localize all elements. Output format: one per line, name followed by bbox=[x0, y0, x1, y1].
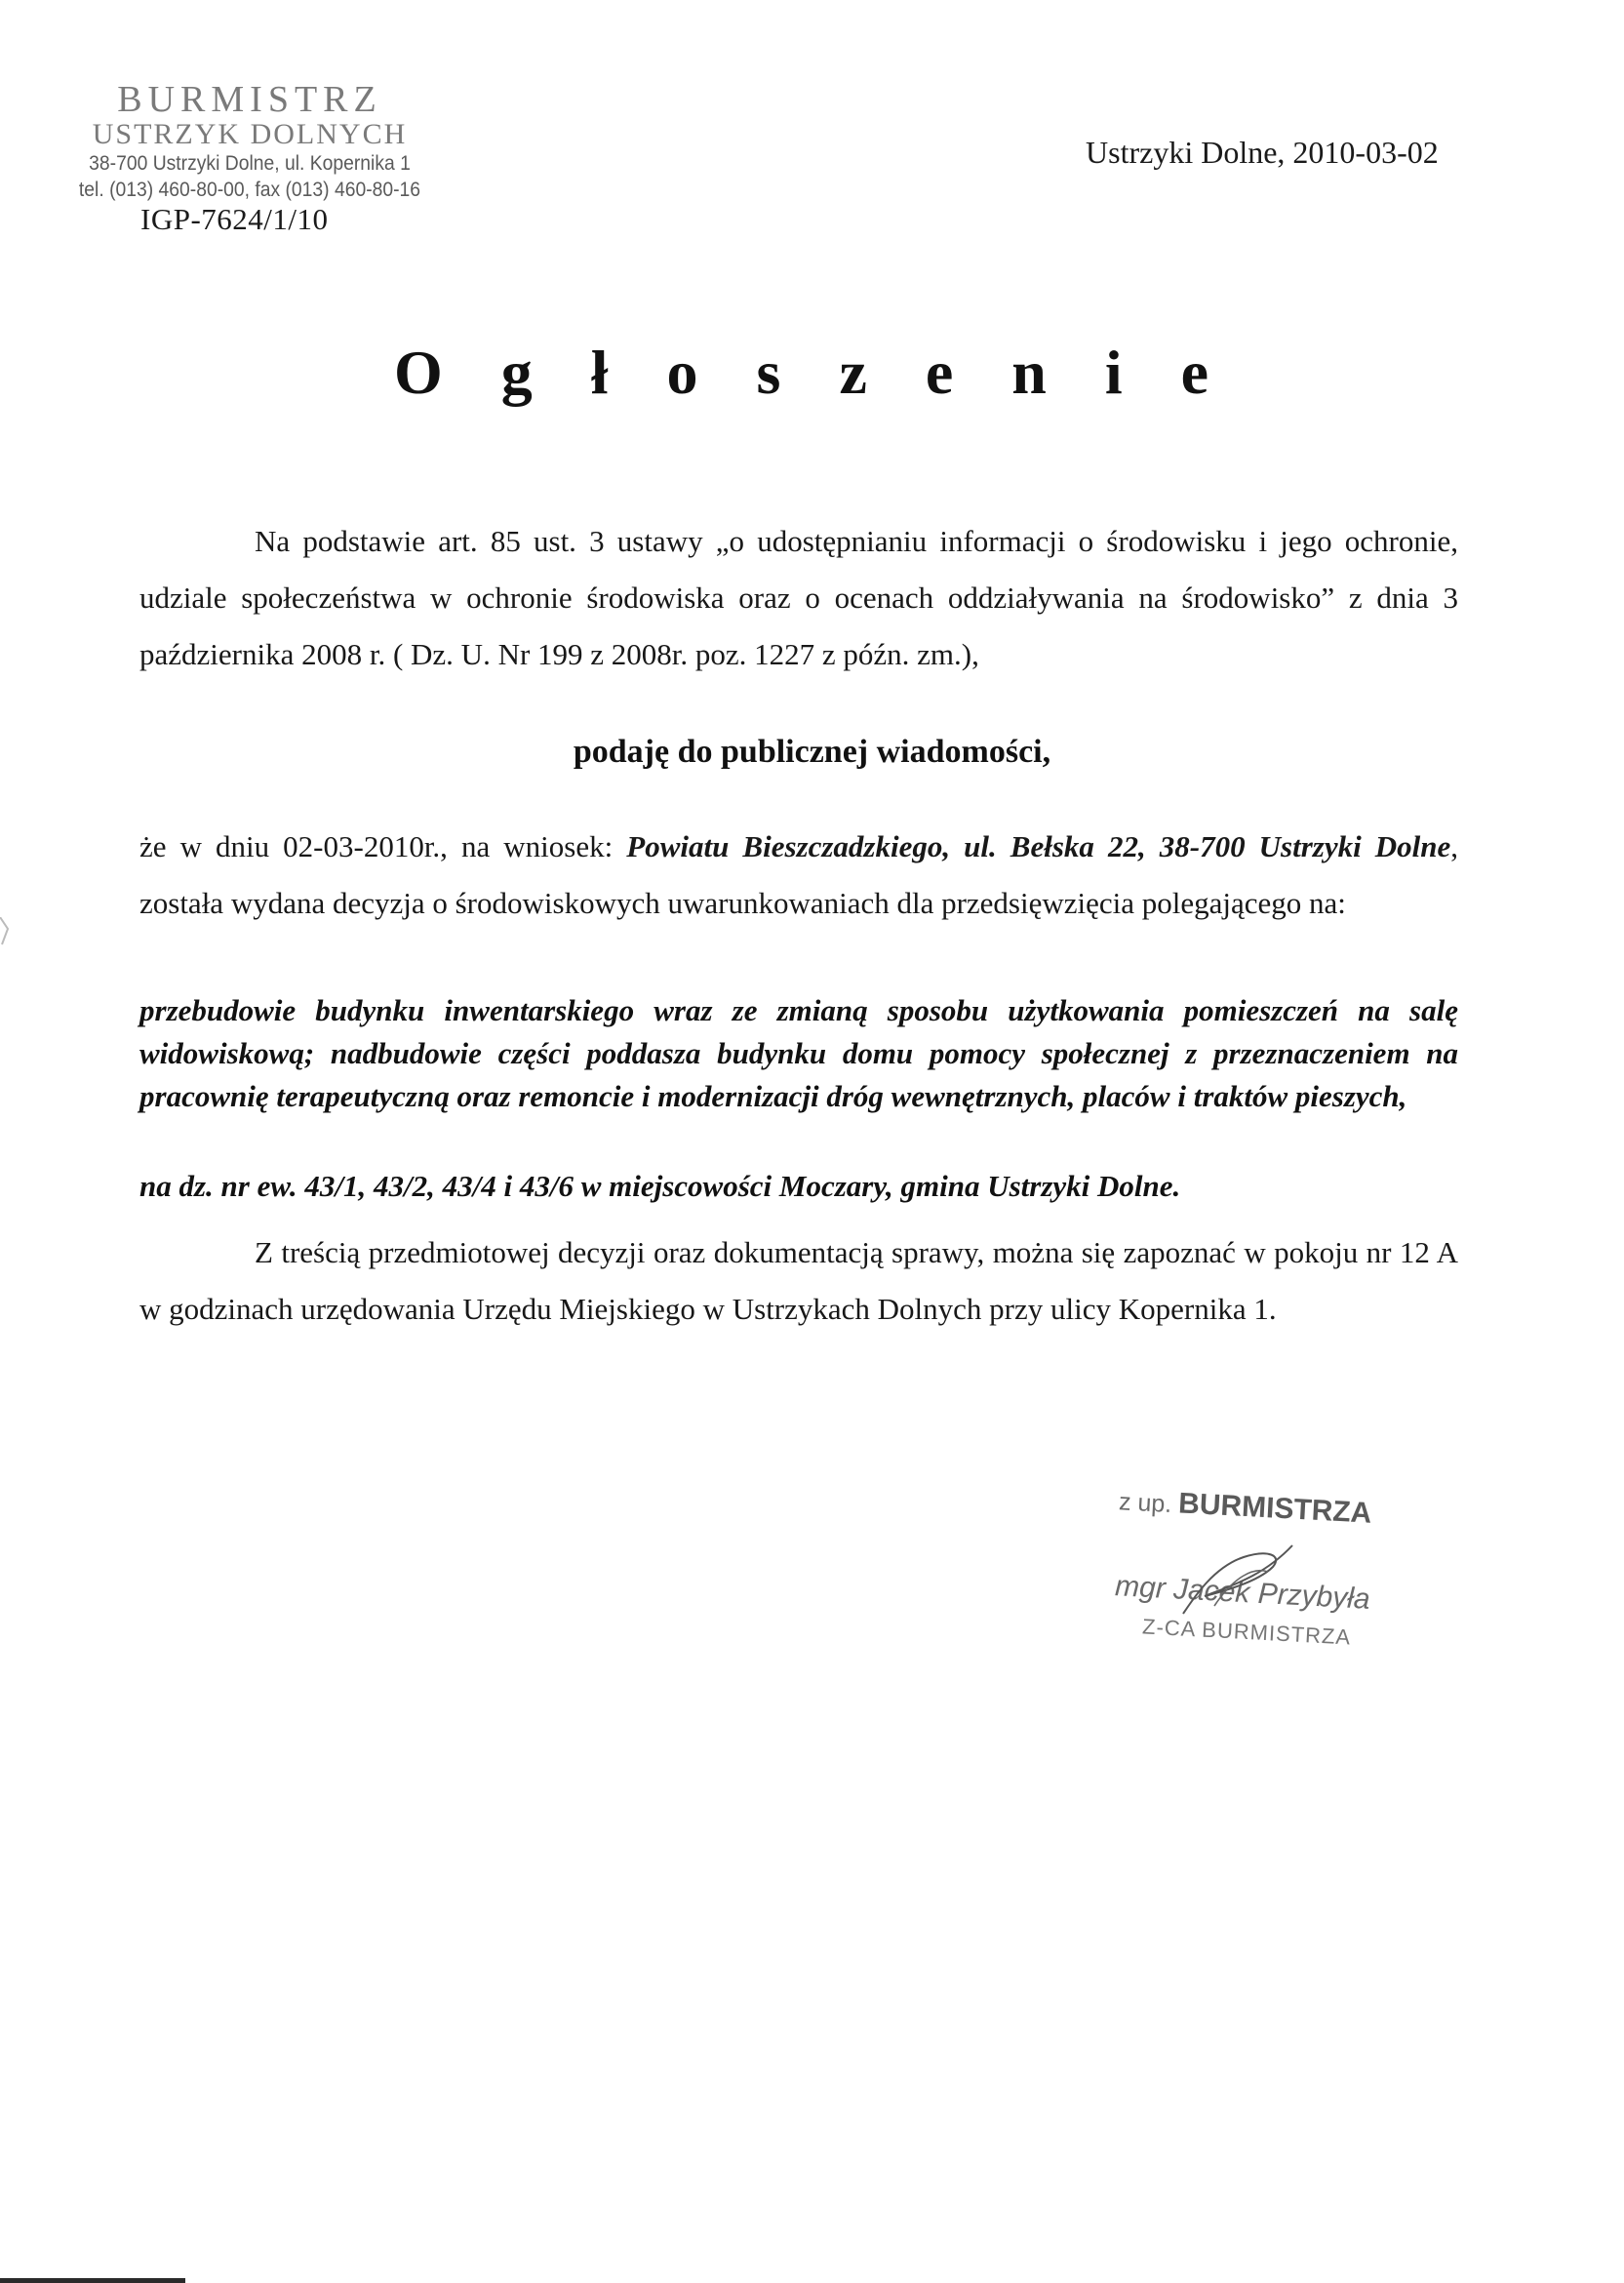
signature-office: BURMISTRZA bbox=[1177, 1487, 1373, 1530]
stamp-address: 38-700 Ustrzyki Dolne, ul. Kopernika 1 bbox=[89, 152, 411, 175]
project-description: przebudowie budynku inwentarskiego wraz ze zmianą sposobu użytkowania pomieszczeń na salę widowiskową; nadbudowie części poddasza budynku domu pomocy społecznej z przeznaczeniem na pracownię terapeutyczną oraz remoncie i modernizacji dróg wewnętrznych, placów i traktów pieszych, bbox=[139, 993, 1458, 1113]
applicant-name: Powiatu Bieszczadzkiego, ul. Bełska 22, 38-700 Ustrzyki Dolne bbox=[626, 829, 1451, 863]
document-title: O g ł o s z e n i e bbox=[393, 338, 1231, 407]
signature-stamp-header bbox=[1118, 1484, 1372, 1531]
case-number: IGP-7624/1/10 bbox=[140, 202, 329, 236]
decision-intro: że w dniu 02-03-2010r., na wniosek: bbox=[139, 829, 627, 863]
handwritten-signature bbox=[1175, 1538, 1302, 1625]
scan-border-mark bbox=[0, 2278, 185, 2283]
decision-details: , została wydana decyzja o środowiskowych uwarunkowaniach dla przedsięwzięcia polegającego na: bbox=[139, 829, 1458, 920]
project-location: na dz. nr ew. 43/1, 43/2, 43/4 i 43/6 w miejscowości Moczary, gmina Ustrzyki Dolne. bbox=[139, 1169, 1181, 1203]
inspection-paragraph: Z treścią przedmiotowej decyzji oraz dokumentacją sprawy, można się zapoznać w pokoju nr 12 A w godzinach urzędowania Urzędu Miejskiego w Ustrzykach Dolnych przy ulicy Kopernika 1. bbox=[139, 1235, 1458, 1326]
place-and-date: Ustrzyki Dolne, 2010-03-02 bbox=[1086, 135, 1439, 170]
stamp-contact: tel. (013) 460-80-00, fax (013) 460-80-16 bbox=[78, 179, 421, 201]
stamp-town: USTRZYK DOLNYCH bbox=[92, 118, 408, 150]
signature-prefix: z up. bbox=[1118, 1488, 1172, 1519]
signatory-position: Z-CA BURMISTRZA bbox=[1141, 1614, 1352, 1650]
signatory-name: mgr Jacek Przybyła bbox=[1114, 1570, 1371, 1616]
stamp-office-title: BURMISTRZ bbox=[117, 79, 382, 120]
scan-edge-mark bbox=[0, 917, 12, 946]
decision-paragraph bbox=[139, 819, 1458, 932]
announcement-heading: podaję do publicznej wiadomości, bbox=[573, 734, 1051, 770]
legal-basis-paragraph: Na podstawie art. 85 ust. 3 ustawy „o udostępnianiu informacji o środowisku i jego ochronie, udziale społeczeństwa w ochronie środowiska oraz o ocenach oddziaływania na środowisko” z dnia 3 października 2008 r. ( Dz. U. Nr 199 z 2008r. poz. 1227 z późn. zm.), bbox=[139, 524, 1458, 671]
letterhead-stamp bbox=[55, 80, 445, 203]
